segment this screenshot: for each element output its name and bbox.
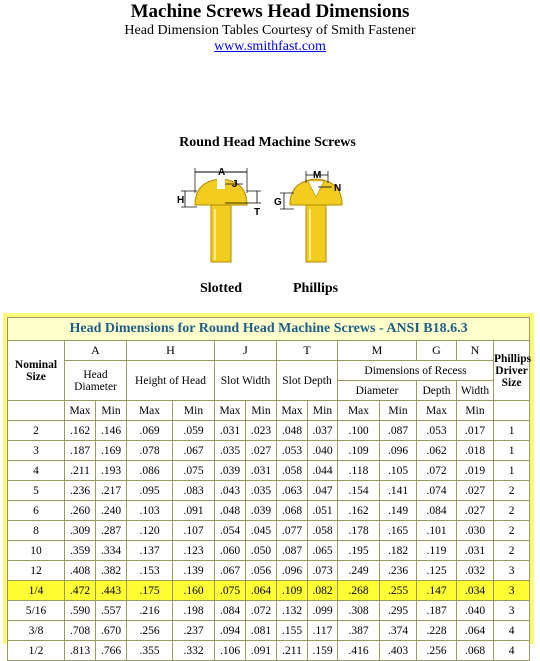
col-recess-width: Width (457, 381, 494, 401)
table-cell: 3 (494, 581, 530, 601)
table-cell: .355 (127, 641, 173, 661)
table-row (8, 581, 530, 601)
table-cell: 2 (8, 421, 65, 441)
table-cell: .359 (65, 541, 96, 561)
table-cell: .068 (277, 501, 308, 521)
col-min-header: Min (308, 401, 338, 421)
dimensions-table (7, 317, 530, 661)
table-cell: .132 (277, 601, 308, 621)
table-cell: 10 (8, 541, 65, 561)
table-row (8, 561, 530, 581)
table-cell: .045 (246, 521, 277, 541)
table-cell: .109 (338, 441, 380, 461)
table-cell: .153 (127, 561, 173, 581)
table-cell: .403 (380, 641, 417, 661)
table-cell: .048 (215, 501, 246, 521)
col-max-header: Max (215, 401, 246, 421)
table-cell: .031 (457, 541, 494, 561)
table-cell: .101 (417, 521, 457, 541)
table-cell: 8 (8, 521, 65, 541)
table-cell: .027 (457, 481, 494, 501)
table-row (8, 521, 530, 541)
table-cell: .146 (96, 421, 127, 441)
col-min-header: Min (173, 401, 215, 421)
table-cell: .162 (65, 421, 96, 441)
table-cell: .708 (65, 621, 96, 641)
table-cell: .083 (173, 481, 215, 501)
table-cell: .091 (246, 641, 277, 661)
table-row (8, 621, 530, 641)
col-min-header: Min (96, 401, 127, 421)
table-cell: .065 (308, 541, 338, 561)
table-cell: 1/2 (8, 641, 65, 661)
table-cell: .198 (173, 601, 215, 621)
col-min-header: Min (246, 401, 277, 421)
table-cell: .087 (277, 541, 308, 561)
table-cell: .099 (308, 601, 338, 621)
dim-t-label: T (254, 207, 261, 218)
table-cell: .120 (127, 521, 173, 541)
table-cell: .039 (246, 501, 277, 521)
table-cell: .160 (173, 581, 215, 601)
table-caption: Head Dimensions for Round Head Machine Screws - ANSI B18.6.3 (8, 318, 530, 341)
table-cell: .237 (173, 621, 215, 641)
col-slot-width: Slot Width (215, 361, 277, 401)
table-cell: .050 (246, 541, 277, 561)
table-cell: .408 (65, 561, 96, 581)
dim-h-label: H (177, 195, 185, 206)
table-cell: 3 (8, 441, 65, 461)
table-cell: .019 (457, 461, 494, 481)
phillips-screw-diagram (270, 165, 365, 265)
table-cell: .094 (215, 621, 246, 641)
table-cell: .069 (127, 421, 173, 441)
table-row (8, 421, 530, 441)
table-cell: .287 (96, 521, 127, 541)
table-cell: .087 (380, 421, 417, 441)
table-cell: .137 (127, 541, 173, 561)
table-cell: .387 (338, 621, 380, 641)
table-cell: .062 (417, 441, 457, 461)
table-cell: .557 (96, 601, 127, 621)
table-cell: .175 (127, 581, 173, 601)
table-row (8, 481, 530, 501)
table-cell: .255 (380, 581, 417, 601)
table-cell: 3 (494, 561, 530, 581)
col-nominal-size: Nominal Size (8, 341, 65, 401)
max-min-header-row (8, 401, 530, 421)
table-cell: .035 (215, 441, 246, 461)
col-height-of-head: Height of Head (127, 361, 215, 401)
table-row (8, 541, 530, 561)
table-cell: .109 (277, 581, 308, 601)
table-cell: 1 (494, 461, 530, 481)
table-cell: .670 (96, 621, 127, 641)
table-cell: .178 (338, 521, 380, 541)
dim-a-label: A (218, 167, 226, 178)
table-cell: .105 (380, 461, 417, 481)
table-cell: .051 (308, 501, 338, 521)
page-title: Machine Screws Head Dimensions (130, 1, 410, 22)
table-cell: .044 (308, 461, 338, 481)
col-recess-depth: Depth (417, 381, 457, 401)
table-cell: .047 (308, 481, 338, 501)
table-cell: .086 (127, 461, 173, 481)
table-cell: 4 (8, 461, 65, 481)
dim-j-label: J (232, 179, 238, 190)
table-cell: .100 (338, 421, 380, 441)
table-cell: 3 (494, 601, 530, 621)
section-title: Round Head Machine Screws (179, 135, 356, 150)
table-cell: 2 (494, 501, 530, 521)
table-cell: .078 (127, 441, 173, 461)
table-cell: .073 (308, 561, 338, 581)
col-head-diameter: Head Diameter (65, 361, 127, 401)
table-cell: .147 (417, 581, 457, 601)
col-min-header: Min (457, 401, 494, 421)
table-cell: .035 (246, 481, 277, 501)
table-cell: .031 (246, 461, 277, 481)
table-cell: .216 (127, 601, 173, 621)
table-cell: .182 (380, 541, 417, 561)
table-cell: .075 (173, 461, 215, 481)
table-cell: .027 (246, 441, 277, 461)
table-cell: .443 (96, 581, 127, 601)
table-cell: 1 (494, 441, 530, 461)
table-cell: .766 (96, 641, 127, 661)
table-cell: .149 (380, 501, 417, 521)
col-letter-a: A (65, 341, 127, 361)
col-letter-n: N (457, 341, 494, 361)
phillips-label: Phillips (293, 281, 339, 296)
table-cell: .154 (338, 481, 380, 501)
col-max-header: Max (417, 401, 457, 421)
table-cell: .195 (338, 541, 380, 561)
table-cell: 6 (8, 501, 65, 521)
table-cell: 2 (494, 521, 530, 541)
col-max-header: Max (127, 401, 173, 421)
table-cell: .059 (173, 421, 215, 441)
table-cell: .031 (215, 421, 246, 441)
table-cell: .034 (457, 581, 494, 601)
dim-g-label: G (274, 197, 282, 208)
table-cell: .072 (417, 461, 457, 481)
table-cell: .813 (65, 641, 96, 661)
table-cell: .256 (127, 621, 173, 641)
table-cell: .332 (173, 641, 215, 661)
table-cell: .023 (246, 421, 277, 441)
table-cell: .193 (96, 461, 127, 481)
table-cell: .075 (215, 581, 246, 601)
table-cell: .064 (457, 621, 494, 641)
col-max-header: Max (338, 401, 380, 421)
table-cell: .048 (277, 421, 308, 441)
dim-n-label: N (334, 183, 342, 194)
table-cell: .117 (308, 621, 338, 641)
table-cell: .374 (380, 621, 417, 641)
table-row (8, 461, 530, 481)
table-cell: 3/8 (8, 621, 65, 641)
col-phillips-driver-size: Phillips Driver Size (494, 341, 530, 401)
table-cell: .018 (457, 441, 494, 461)
table-cell: .103 (127, 501, 173, 521)
col-letter-m: M (338, 341, 417, 361)
col-letter-t: T (277, 341, 338, 361)
table-body (8, 421, 530, 661)
table-cell: .096 (277, 561, 308, 581)
table-cell: .472 (65, 581, 96, 601)
table-cell: .063 (277, 481, 308, 501)
table-cell: .017 (457, 421, 494, 441)
table-cell: .084 (215, 601, 246, 621)
dimensions-table-frame (3, 313, 534, 657)
table-cell: 1 (494, 421, 530, 441)
slotted-screw-diagram (175, 165, 270, 265)
table-cell: .217 (96, 481, 127, 501)
table-cell: .295 (380, 601, 417, 621)
col-max-header: Max (277, 401, 308, 421)
table-cell: .058 (277, 461, 308, 481)
table-cell: .308 (338, 601, 380, 621)
table-cell: .032 (457, 561, 494, 581)
table-cell: .123 (173, 541, 215, 561)
table-cell: .081 (246, 621, 277, 641)
table-cell: 5 (8, 481, 65, 501)
table-cell: .030 (457, 521, 494, 541)
table-cell: .096 (380, 441, 417, 461)
table-cell: .165 (380, 521, 417, 541)
table-cell: .037 (308, 421, 338, 441)
table-cell: 5/16 (8, 601, 65, 621)
table-cell: .268 (338, 581, 380, 601)
table-cell: .240 (96, 501, 127, 521)
table-cell: .211 (65, 461, 96, 481)
table-cell: .228 (417, 621, 457, 641)
table-cell: .060 (215, 541, 246, 561)
table-cell: .139 (173, 561, 215, 581)
table-cell: .106 (215, 641, 246, 661)
table-cell: .187 (65, 441, 96, 461)
table-cell: 12 (8, 561, 65, 581)
table-cell: .187 (417, 601, 457, 621)
table-cell: 2 (494, 481, 530, 501)
col-slot-depth: Slot Depth (277, 361, 338, 401)
table-cell: .118 (338, 461, 380, 481)
table-cell: 4 (494, 621, 530, 641)
table-cell: .053 (277, 441, 308, 461)
table-cell: 2 (494, 541, 530, 561)
table-cell: .043 (215, 481, 246, 501)
table-cell: .309 (65, 521, 96, 541)
table-cell: .074 (417, 481, 457, 501)
table-cell: .067 (173, 441, 215, 461)
table-cell: .334 (96, 541, 127, 561)
table-cell: .056 (246, 561, 277, 581)
table-cell: .072 (246, 601, 277, 621)
table-cell: .382 (96, 561, 127, 581)
col-letter-j: J (215, 341, 277, 361)
table-cell: .159 (308, 641, 338, 661)
col-letter-g: G (417, 341, 457, 361)
table-row (8, 501, 530, 521)
table-cell: .040 (308, 441, 338, 461)
table-cell: .053 (417, 421, 457, 441)
table-cell: .169 (96, 441, 127, 461)
max-min-blank-cell (8, 401, 65, 421)
table-row (8, 601, 530, 621)
table-cell: .082 (308, 581, 338, 601)
slotted-label: Slotted (200, 281, 242, 296)
col-max-header: Max (65, 401, 96, 421)
col-letter-h: H (127, 341, 215, 361)
col-recess-diameter: Diameter (338, 381, 417, 401)
table-cell: .260 (65, 501, 96, 521)
table-cell: .064 (246, 581, 277, 601)
table-cell: .256 (417, 641, 457, 661)
table-cell: .125 (417, 561, 457, 581)
table-cell: .040 (457, 601, 494, 621)
table-cell: .119 (417, 541, 457, 561)
table-cell: .107 (173, 521, 215, 541)
table-cell: .162 (338, 501, 380, 521)
table-cell: .211 (277, 641, 308, 661)
table-cell: .249 (338, 561, 380, 581)
table-cell: .416 (338, 641, 380, 661)
dim-m-label: M (313, 170, 322, 181)
table-cell: 1/4 (8, 581, 65, 601)
table-cell: .091 (173, 501, 215, 521)
table-cell: .058 (308, 521, 338, 541)
website-link[interactable]: www.smithfast.com (214, 39, 326, 54)
table-cell: .155 (277, 621, 308, 641)
table-cell: .236 (65, 481, 96, 501)
table-cell: .054 (215, 521, 246, 541)
table-cell: .084 (417, 501, 457, 521)
table-cell: .236 (380, 561, 417, 581)
page-header (0, 0, 540, 55)
col-min-header: Min (380, 401, 417, 421)
page-subtitle: Head Dimension Tables Courtesy of Smith Fastener (124, 23, 416, 38)
table-row (8, 441, 530, 461)
col-dimensions-of-recess: Dimensions of Recess (338, 361, 494, 381)
table-cell: .068 (457, 641, 494, 661)
table-cell: .039 (215, 461, 246, 481)
table-cell: .095 (127, 481, 173, 501)
table-cell: .077 (277, 521, 308, 541)
table-cell: .067 (215, 561, 246, 581)
max-min-blank-cell (494, 401, 530, 421)
table-cell: .141 (380, 481, 417, 501)
table-cell: .027 (457, 501, 494, 521)
table-cell: 4 (494, 641, 530, 661)
table-cell: .590 (65, 601, 96, 621)
